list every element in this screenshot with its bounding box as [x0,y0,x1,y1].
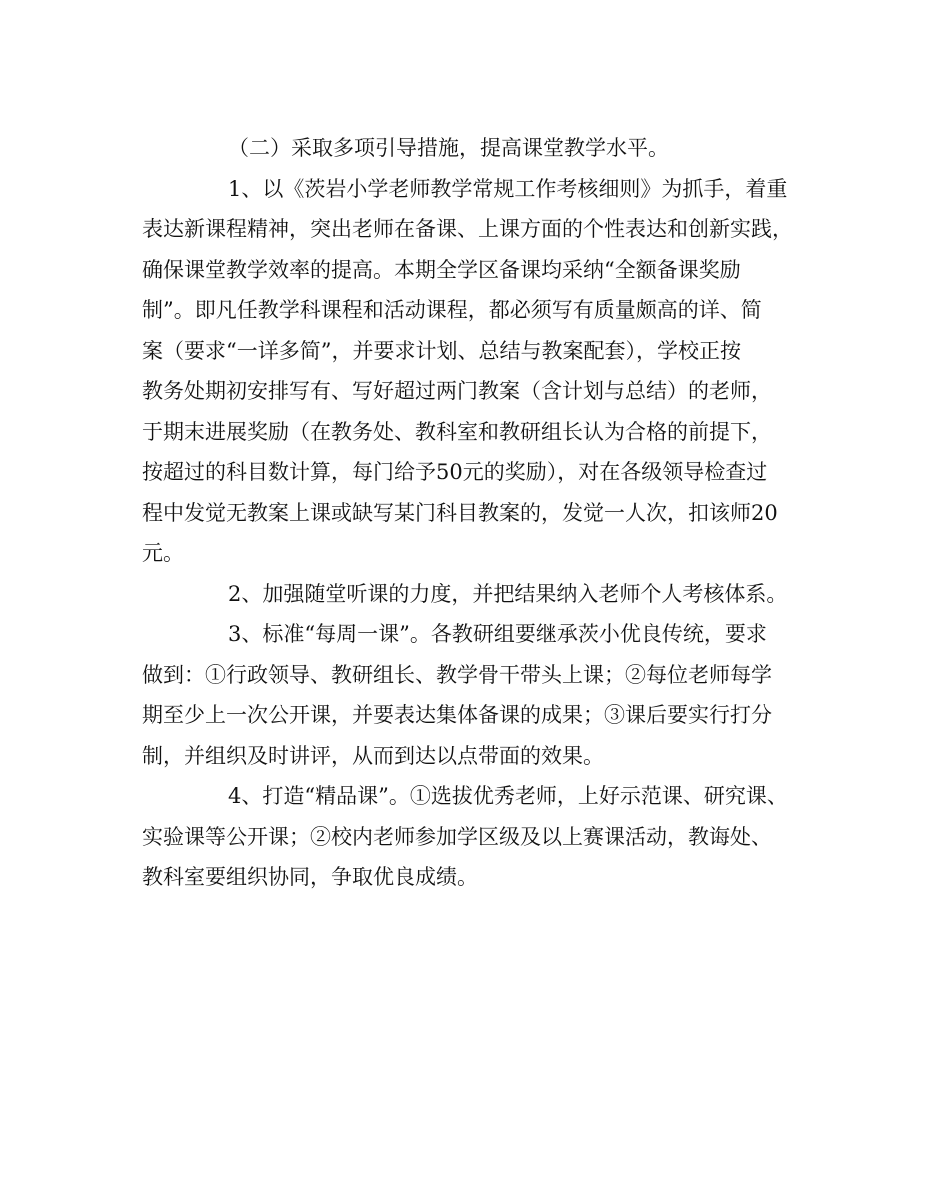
paragraph-line: 期至少上一次公开课，并要表达集体备课的成果；③课后要实行打分 [142,703,772,727]
paragraph-line: 按超过的科目数计算，每门给予50元的奖励），对在各级领导检查过 [142,460,768,484]
paragraph-line: 4、打造“精品课”。①选拔优秀老师，上好示范课、研究课、 [228,784,788,808]
paragraph-line: 3、标准“每周一课”。各教研组要继承茨小优良传统，要求 [228,622,767,646]
document-body [142,128,822,898]
paragraph-line: 教科室要组织协同，争取优良成绩。 [142,865,478,889]
paragraph-line: 案（要求“一详多简”，并要求计划、总结与教案配套），学校正按 [142,338,741,363]
paragraph-line: 确保课堂教学效率的提高。本期全学区备课均采纳“全额备课奖励 [142,257,741,282]
paragraph-line: 表达新课程精神，突出老师在备课、上课方面的个性表达和创新实践， [142,217,793,241]
paragraph-line: 2、加强随堂听课的力度，并把结果纳入老师个人考核体系。 [228,581,788,606]
paragraph-line: 制”。即凡任教学科课程和活动课程，都必须写有质量颇高的详、简 [142,298,762,322]
paragraph-line: 1、以《茨岩小学老师教学常规工作考核细则》为抓手，着重 [228,176,788,201]
section-heading: （二）采取多项引导措施，提高课堂教学水平。 [228,136,669,160]
paragraph-line: 制，并组织及时讲评，从而到达以点带面的效果。 [142,743,604,768]
paragraph-line: 程中发觉无教案上课或缺写某门科目教案的，发觉一人次，扣该师20 [142,500,778,525]
paragraph-line: 元。 [142,541,184,565]
paragraph-line: 实验课等公开课；②校内老师参加学区级及以上赛课活动，教诲处、 [142,824,772,849]
paragraph-line: 于期末进展奖励（在教务处、教科室和教研组长认为合格的前提下， [142,419,772,444]
paragraph-line: 教务处期初安排写有、写好超过两门教案（含计划与总结）的老师， [142,379,772,403]
paragraph-line: 做到：①行政领导、教研组长、教学骨干带头上课；②每位老师每学 [142,662,772,687]
